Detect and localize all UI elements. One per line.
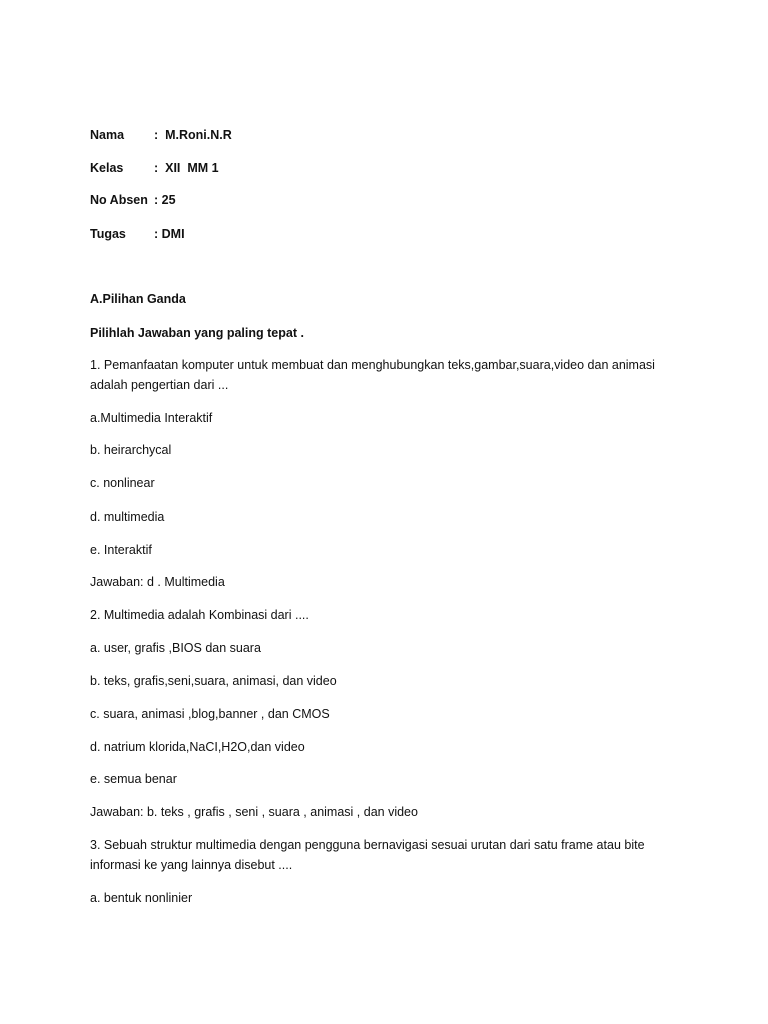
kelas-label: Kelas (90, 161, 124, 175)
question-1-option-c: c. nonlinear (90, 476, 155, 490)
kelas-value: : XII MM 1 (154, 161, 219, 175)
question-1-option-a: a.Multimedia Interaktif (90, 411, 213, 425)
question-2-option-d: d. natrium klorida,NaCI,H2O,dan video (90, 740, 305, 754)
section-instruction: Pilihlah Jawaban yang paling tepat . (90, 326, 304, 340)
question-2-text-line1: 2. Multimedia adalah Kombinasi dari .... (90, 608, 309, 622)
question-1-text-line1: 1. Pemanfaatan komputer untuk membuat dan menghubungkan teks,gambar,suara,video dan animasi (90, 358, 655, 372)
question-2-option-a: a. user, grafis ,BIOS dan suara (90, 641, 261, 655)
question-1-answer: Jawaban: d . Multimedia (90, 575, 225, 589)
question-1-text-line2: adalah pengertian dari ... (90, 378, 229, 392)
question-2-answer: Jawaban: b. teks , grafis , seni , suara , animasi , dan video (90, 805, 418, 819)
question-1-option-b: b. heirarchycal (90, 443, 172, 457)
section-title: A.Pilihan Ganda (90, 292, 186, 306)
no-absen-label: No Absen (90, 193, 148, 207)
no-absen-value: : 25 (154, 193, 176, 207)
nama-label: Nama (90, 128, 125, 142)
tugas-label: Tugas (90, 227, 126, 241)
nama-value: : M.Roni.N.R (154, 128, 232, 142)
question-1-option-d: d. multimedia (90, 510, 165, 524)
question-3-text-line1: 3. Sebuah struktur multimedia dengan pengguna bernavigasi sesuai urutan dari satu frame atau bite (90, 838, 645, 852)
question-3-option-a: a. bentuk nonlinier (90, 891, 193, 905)
question-1-option-e: e. Interaktif (90, 543, 152, 557)
question-2-option-b: b. teks, grafis,seni,suara, animasi, dan video (90, 674, 337, 688)
question-2-option-c: c. suara, animasi ,blog,banner , dan CMOS (90, 707, 330, 721)
tugas-value: : DMI (154, 227, 185, 241)
question-3-text-line2: informasi ke yang lainnya disebut .... (90, 858, 293, 872)
question-2-option-e: e. semua benar (90, 772, 177, 786)
